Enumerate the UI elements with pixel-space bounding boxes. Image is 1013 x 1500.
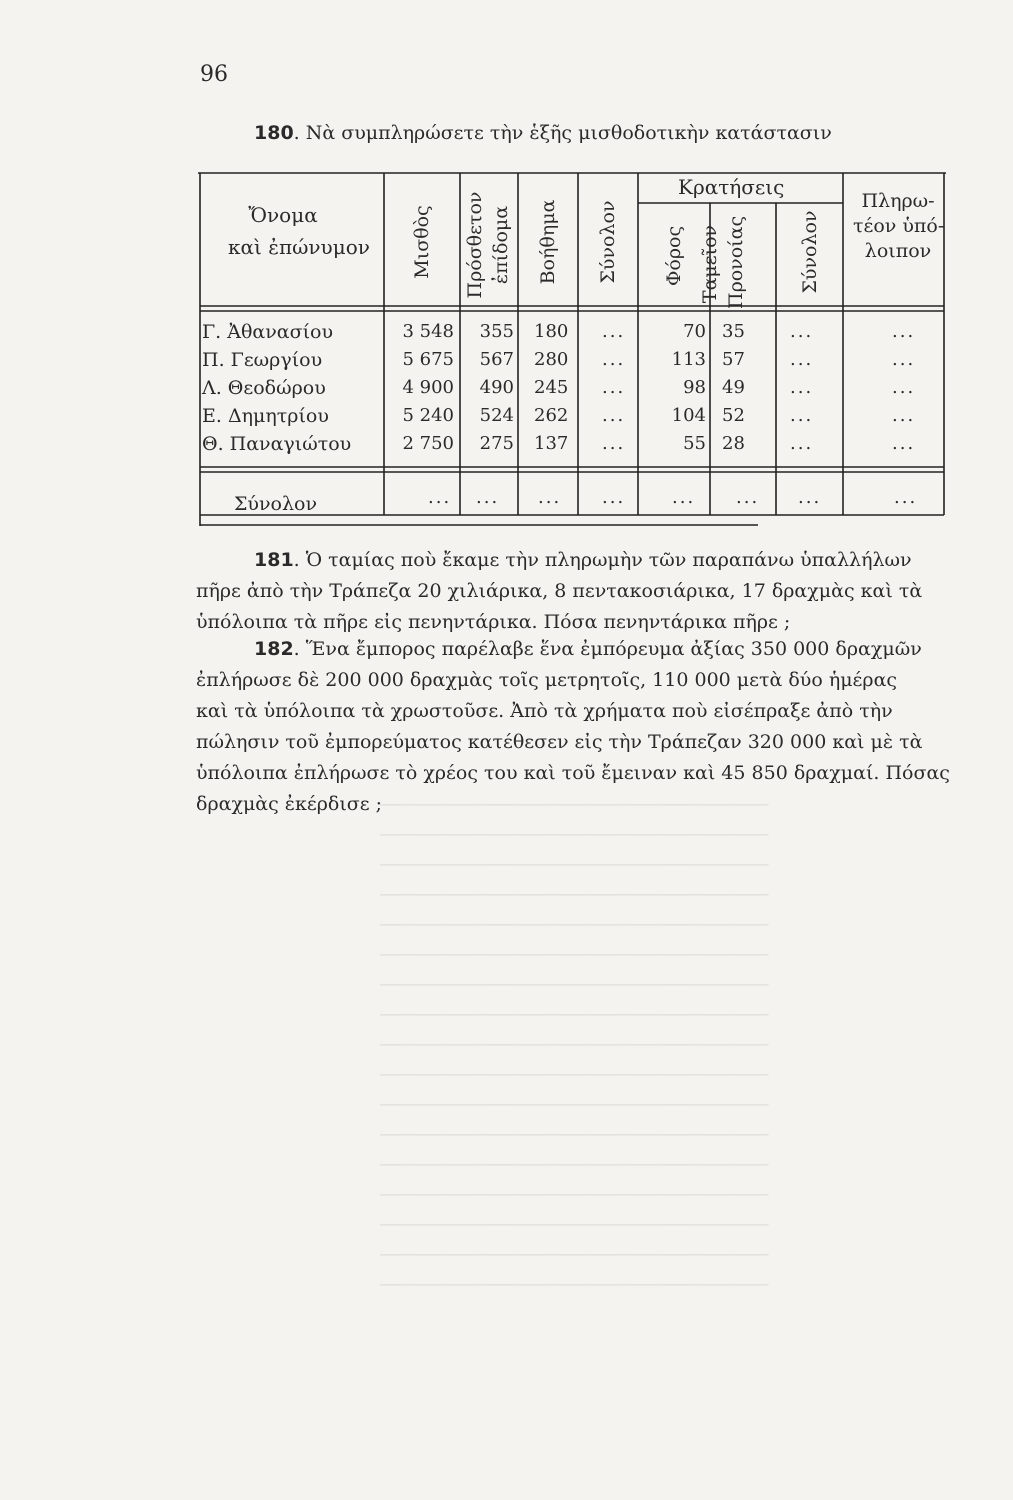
employee-name: Λ. Θεοδώρου <box>202 377 326 399</box>
totals-payable: ... <box>894 487 918 508</box>
totals-fund: ... <box>736 487 760 508</box>
totals-extra: ... <box>476 487 500 508</box>
row-extra: 524 <box>479 405 514 426</box>
row-payable: ... <box>892 405 916 426</box>
row-aid: 180 <box>534 321 569 342</box>
row-total: ... <box>602 377 626 398</box>
problem-182-line5: ὑπόλοιπα ἐπλήρωσε τὸ χρέος του καὶ τοῦ ἔμειναν καὶ 45 850 δραχμαί. Πόσας <box>196 762 950 784</box>
row-total: ... <box>602 349 626 370</box>
row-extra: 275 <box>479 433 514 454</box>
row-aid: 280 <box>534 349 569 370</box>
row-total: ... <box>602 433 626 454</box>
problem-text: . Ἕνα ἔμπορος παρέλαβε ἕνα ἐμπόρευμα ἀξίας 350 000 δραχμῶν <box>293 638 922 660</box>
problem-181 <box>196 545 956 638</box>
row-extra: 490 <box>479 377 514 398</box>
employee-name: Π. Γεωργίου <box>202 349 323 371</box>
problem-182-line2: ἐπλήρωσε δὲ 200 000 δραχμὰς τοῖς μετρητοῖς, 110 000 μετὰ δύο ἡμέρας <box>196 669 898 691</box>
row-aid: 137 <box>534 433 569 454</box>
header-fund <box>697 215 749 309</box>
problem-181-line2: πῆρε ἀπὸ τὴν Τράπεζα 20 χιλιάρικα, 8 πεντακοσιάρικα, 17 δραχμὰς καὶ τὰ <box>196 580 923 602</box>
header-salary: Μισθὸς <box>411 205 433 279</box>
header-deductions: Κρατήσεις <box>678 175 785 199</box>
problem-181-line1 <box>196 545 956 576</box>
problem-number: 182 <box>254 638 294 660</box>
header-tax: Φόρος <box>663 225 685 287</box>
row-extra: 567 <box>479 349 514 370</box>
problem-182-line3: καὶ τὰ ὑπόλοιπα τὰ χρωστοῦσε. Ἀπὸ τὰ χρήματα ποὺ εἰσέπραξε ἀπὸ τὴν <box>196 700 893 722</box>
problem-182-line1 <box>196 634 956 665</box>
row-total: ... <box>602 405 626 426</box>
problem-number: 181 <box>254 549 294 571</box>
bleed-through: ─────────────────────────────────────────── ─────────────────────────────────────────── ─────────────────────────────────────────── ─────────────────────────────────────────── ─────────────────────────────────────────── ─────────────────────────────────────────── ─────────────────────────────────────────── ─────────────────────────────────────────── ─────────────────────────────────────────── ─────────────────────────────────────────── ─────────────────────────────────────────── ─────────────────────────────────────────── ─────────────────────────────────────────── ─────────────────────────────────────────── ─────────────────────────────────────────── ─────────────────────────────────────────── ─────────────────────────────────────────── <box>380 796 769 1294</box>
row-aid: 245 <box>534 377 569 398</box>
header-name <box>228 203 370 259</box>
header-name-line2: καὶ ἐπώνυμον <box>228 235 370 259</box>
totals-salary: ... <box>428 487 452 508</box>
row-tax: 98 <box>683 377 706 398</box>
row-tax: 113 <box>671 349 706 370</box>
totals-aid: ... <box>538 487 562 508</box>
row-tax: 104 <box>671 405 706 426</box>
row-ded-total: ... <box>790 433 814 454</box>
problem-182 <box>196 634 956 820</box>
row-extra: 355 <box>479 321 514 342</box>
header-total: Σύνολον <box>597 200 619 284</box>
row-fund: 35 <box>722 321 745 342</box>
row-ded-total: ... <box>790 349 814 370</box>
totals-total: ... <box>602 487 626 508</box>
employee-name: Ε. Δημητρίου <box>202 405 329 427</box>
header-extra-line2: ἐπίδομα <box>490 205 512 285</box>
header-extra <box>462 180 514 310</box>
problem-181-line3: ὑπόλοιπα τὰ πῆρε εἰς πενηντάρικα. Πόσα πενηντάρικα πῆρε ; <box>196 611 791 633</box>
header-extra-line1: Πρόσθετον <box>464 191 486 299</box>
row-ded-total: ... <box>790 377 814 398</box>
header-ded-total: Σύνολον <box>799 210 821 294</box>
header-payable-line3: λοιπον <box>864 240 932 262</box>
row-ded-total: ... <box>790 321 814 342</box>
row-tax: 70 <box>683 321 706 342</box>
row-fund: 57 <box>722 349 745 370</box>
row-salary: 5 240 <box>402 405 454 426</box>
payroll-table <box>198 163 946 526</box>
header-payable-line1: Πληρω- <box>861 190 935 212</box>
totals-label: Σύνολον <box>234 493 318 515</box>
header-fund-line1: Ταμεῖον <box>699 224 721 304</box>
header-payable-line2: τέον ὑπό- <box>853 215 945 237</box>
row-salary: 2 750 <box>402 433 454 454</box>
row-fund: 28 <box>722 433 745 454</box>
problem-182-line4: πώλησιν τοῦ ἐμπορεύματος κατέθεσεν εἰς τὴν Τράπεζαν 320 000 καὶ μὲ τὰ <box>196 731 923 753</box>
totals-ded-total: ... <box>798 487 822 508</box>
row-aid: 262 <box>534 405 569 426</box>
row-tax: 55 <box>683 433 706 454</box>
row-fund: 52 <box>722 405 745 426</box>
problem-number: 180 <box>254 122 294 144</box>
row-ded-total: ... <box>790 405 814 426</box>
problem-180 <box>254 118 954 149</box>
header-fund-line2: Προνοίας <box>725 215 747 309</box>
row-fund: 49 <box>722 377 745 398</box>
row-total: ... <box>602 321 626 342</box>
header-payable <box>853 189 943 264</box>
problem-text: . Νὰ συμπληρώσετε τὴν ἑξῆς μισθοδοτικὴν κατάστασιν <box>293 122 832 144</box>
row-payable: ... <box>892 321 916 342</box>
header-aid: Βοήθημα <box>537 199 559 285</box>
row-payable: ... <box>892 433 916 454</box>
row-salary: 4 900 <box>402 377 454 398</box>
problem-182-line6: δραχμὰς ἐκέρδισε ; <box>196 793 383 815</box>
row-payable: ... <box>892 377 916 398</box>
row-payable: ... <box>892 349 916 370</box>
header-name-line1: Ὄνομα <box>248 203 318 227</box>
page-number: 96 <box>200 62 228 87</box>
row-salary: 3 548 <box>402 321 454 342</box>
problem-text: . Ὁ ταμίας ποὺ ἔκαμε τὴν πληρωμὴν τῶν παραπάνω ὑπαλλήλων <box>293 549 912 571</box>
employee-name: Γ. Ἀθανασίου <box>202 321 334 343</box>
totals-tax: ... <box>672 487 696 508</box>
employee-name: Θ. Παναγιώτου <box>202 433 352 455</box>
row-salary: 5 675 <box>402 349 454 370</box>
